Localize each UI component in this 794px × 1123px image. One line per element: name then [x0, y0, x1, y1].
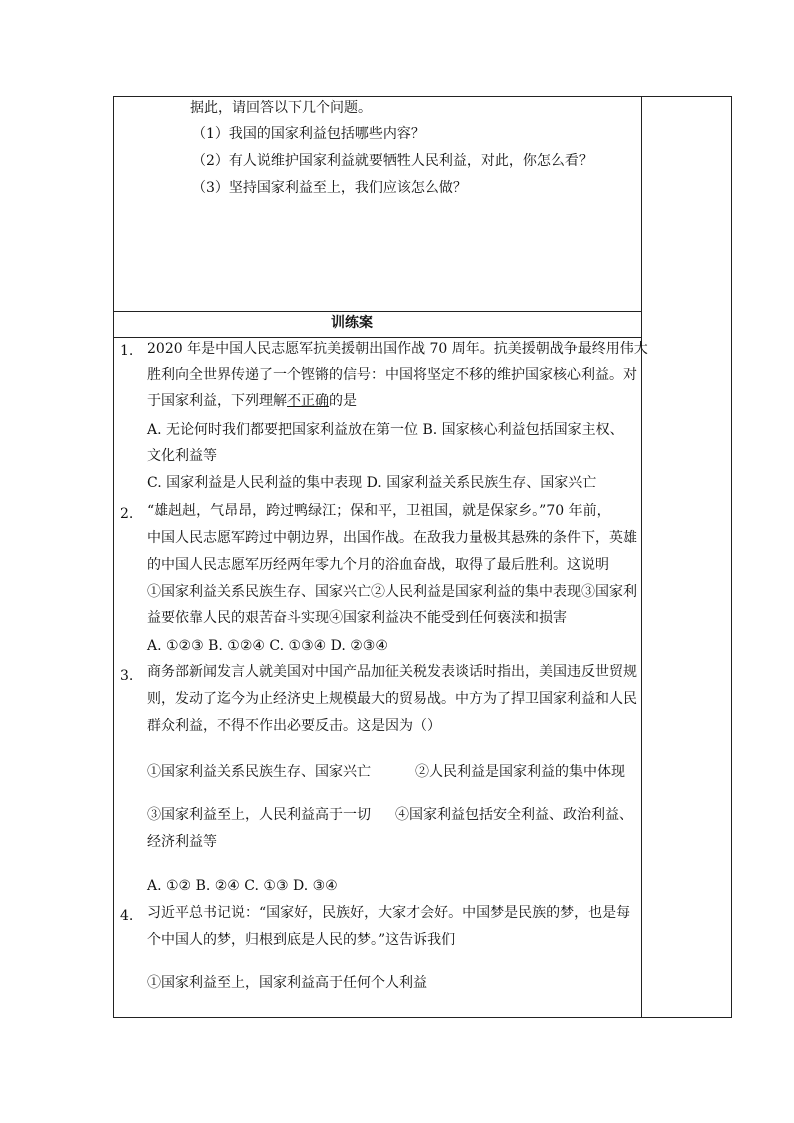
q2-line: 的中国人民志愿军历经两年零九个月的浴血奋战，取得了最后胜利。这说明 — [147, 557, 609, 573]
table-row-divider — [113, 337, 641, 338]
q2-line: “雄赳赳，气昂昂，跨过鸭绿江；保和平，卫祖国，就是保家乡。”70 年前， — [147, 503, 611, 519]
q1-underlined: 不正确 — [287, 393, 329, 409]
intro-text: 据此，请回答以下几个问题。 — [190, 100, 372, 116]
q3-options: A. ①② B. ②④ C. ①③ D. ③④ — [147, 878, 338, 894]
q1-line: 胜利向全世界传递了一个铿锵的信号：中国将坚定不移的维护国家核心利益。对 — [147, 367, 637, 383]
q3-item: ④国家利益包括安全利益、政治利益、 — [395, 807, 633, 823]
q2-number: 2. — [120, 506, 134, 522]
q2-line: ①国家利益关系民族生存、国家兴亡②人民利益是国家利益的集中表现③国家利 — [147, 584, 637, 600]
q4-line: 习近平总书记说：“国家好，民族好，大家才会好。中国梦是民族的梦，也是每 — [147, 905, 631, 921]
q3-line: 商务部新闻发言人就美国对中国产品加征关税发表谈话时指出，美国违反世贸规 — [147, 664, 637, 680]
question-1: （1）我国的国家利益包括哪些内容？ — [192, 126, 425, 142]
q3-line: 则，发动了迄今为止经济史上规模最大的贸易战。中方为了捍卫国家利益和人民 — [147, 691, 637, 707]
q1-options: C. 国家利益是人民利益的集中表现 D. 国家利益关系民族生存、国家兴亡 — [147, 475, 597, 491]
q1-line-3 — [147, 391, 357, 411]
q1-number: 1. — [120, 343, 134, 359]
q3-item: ①国家利益关系民族生存、国家兴亡 — [147, 764, 371, 780]
q3-item: ②人民利益是国家利益的集中体现 — [415, 764, 625, 780]
q2-options: A. ①②③ B. ①②④ C. ①③④ D. ②③④ — [147, 638, 388, 654]
q4-item: ①国家利益至上，国家利益高于任何个人利益 — [147, 975, 427, 991]
q1-options: 文化利益等 — [147, 448, 217, 464]
table-column-divider — [641, 96, 642, 1018]
q1-line-tail: 的是 — [329, 393, 357, 409]
question-3: （3）坚持国家利益至上，我们应该怎么做？ — [192, 180, 467, 196]
question-2: （2）有人说维护国家利益就要牺牲人民利益，对此，你怎么看？ — [192, 153, 593, 169]
q4-line: 个中国人的梦，归根到底是人民的梦。”这告诉我们 — [147, 932, 456, 948]
q2-line: 中国人民志愿军跨过中朝边界，出国作战。在敌我力量极其悬殊的条件下，英雄 — [147, 530, 637, 546]
q1-line-start: 于国家利益，下列理解 — [147, 393, 287, 409]
q3-item: ③国家利益至上，人民利益高于一切 — [147, 807, 371, 823]
q3-line: 群众利益，不得不作出必要反击。这是因为（） — [147, 718, 441, 734]
table-row-divider — [113, 311, 641, 312]
section-title: 训练案 — [331, 315, 373, 331]
q3-number: 3. — [120, 668, 134, 684]
q1-options: A. 无论何时我们都要把国家利益放在第一位 B. 国家核心利益包括国家主权、 — [147, 422, 624, 438]
q4-number: 4. — [120, 908, 134, 924]
q3-item: 经济利益等 — [147, 834, 217, 850]
q1-line: 2020 年是中国人民志愿军抗美援朝出国作战 70 周年。抗美援朝战争最终用伟大 — [147, 341, 648, 357]
q2-line: 益要依靠人民的艰苦奋斗实现④国家利益决不能受到任何亵渎和损害 — [147, 610, 567, 626]
